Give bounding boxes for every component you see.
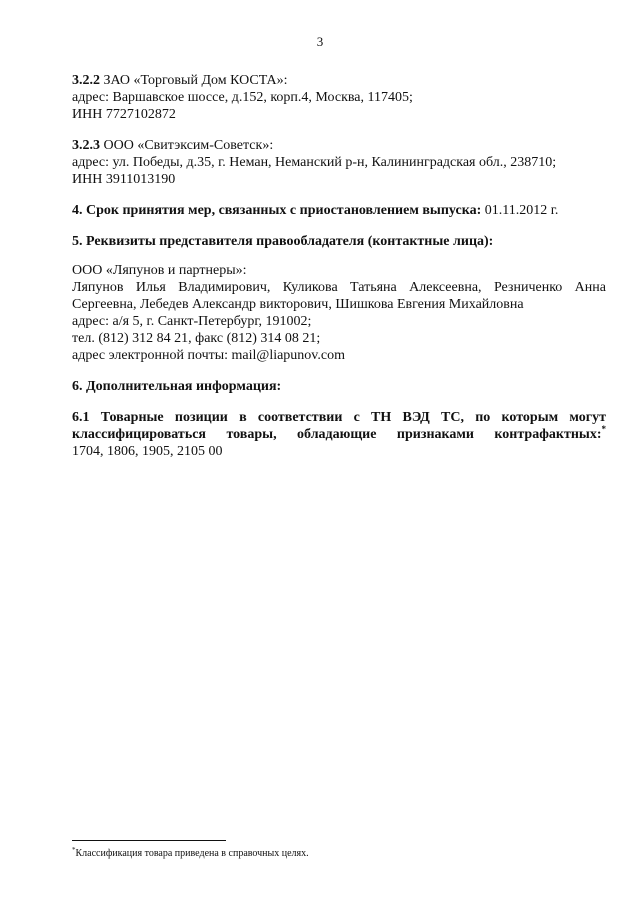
section-5-persons-line-2: Сергеевна, Лебедев Александр викторович, Шишкова Евгения Михайловна — [72, 297, 524, 312]
section-4-line — [72, 202, 606, 219]
footnote-separator — [72, 840, 226, 841]
page-number: 3 — [316, 34, 324, 49]
section-4 — [72, 202, 606, 219]
footnote-marker-ref: * — [72, 846, 76, 854]
section-3-2-3 — [72, 137, 606, 188]
section-5-address: адрес: а/я 5, г. Санкт-Петербург, 191002; — [72, 314, 312, 329]
section-5-phone: тел. (812) 312 84 21, факс (812) 314 08 21; — [72, 331, 321, 346]
section-5-email: адрес электронной почты: mail@liapunov.com — [72, 348, 345, 363]
section-6-heading: 6. Дополнительная информация: — [72, 379, 282, 394]
section-3-2-2 — [72, 72, 606, 123]
section-3-2-2-number: 3.2.2 — [72, 73, 100, 88]
footnote — [72, 848, 309, 860]
footnote-text: Классификация товара приведена в справочных целях. — [75, 848, 309, 859]
section-3-2-2-inn: ИНН 7727102872 — [72, 107, 176, 122]
section-4-date: 01.11.2012 г. — [481, 203, 559, 218]
section-5-persons-line-1: Ляпунов Илья Владимирович, Куликова Татьяна Алексеевна, Резниченко Анна — [72, 280, 606, 295]
section-3-2-2-company: ЗАО «Торговый Дом КОСТА»: — [100, 73, 288, 88]
section-6 — [72, 378, 606, 395]
document-body — [72, 72, 606, 460]
section-3-2-3-address: адрес: ул. Победы, д.35, г. Неман, Неманский р-н, Калининградская обл., 238710; — [72, 155, 557, 170]
section-5-heading: 5. Реквизиты представителя правообладателя (контактные лица): — [72, 234, 494, 249]
section-6-1-heading-line-2-text: классифицироваться товары, обладающие признаками контрафактных: — [72, 427, 602, 442]
section-5 — [72, 233, 606, 364]
section-5-company: ООО «Ляпунов и партнеры»: — [72, 263, 247, 278]
section-3-2-3-inn: ИНН 3911013190 — [72, 172, 176, 187]
section-3-2-3-company: ООО «Свитэксим-Советск»: — [100, 138, 274, 153]
section-6-1-heading-line-1: 6.1 Товарные позиции в соответствии с ТН ВЭД ТС, по которым могут — [72, 410, 606, 425]
section-6-1 — [72, 409, 606, 460]
section-6-1-codes: 1704, 1806, 1905, 2105 00 — [72, 444, 223, 459]
section-4-heading: 4. Срок принятия мер, связанных с приостановлением выпуска: — [72, 203, 482, 218]
section-3-2-2-address: адрес: Варшавское шоссе, д.152, корп.4, Москва, 117405; — [72, 90, 413, 105]
section-6-1-heading-line-2 — [72, 426, 606, 443]
footnote-marker: * — [601, 424, 606, 434]
section-3-2-3-number: 3.2.3 — [72, 138, 100, 153]
section-3-2-3-title — [72, 137, 606, 154]
section-3-2-2-title — [72, 72, 606, 89]
